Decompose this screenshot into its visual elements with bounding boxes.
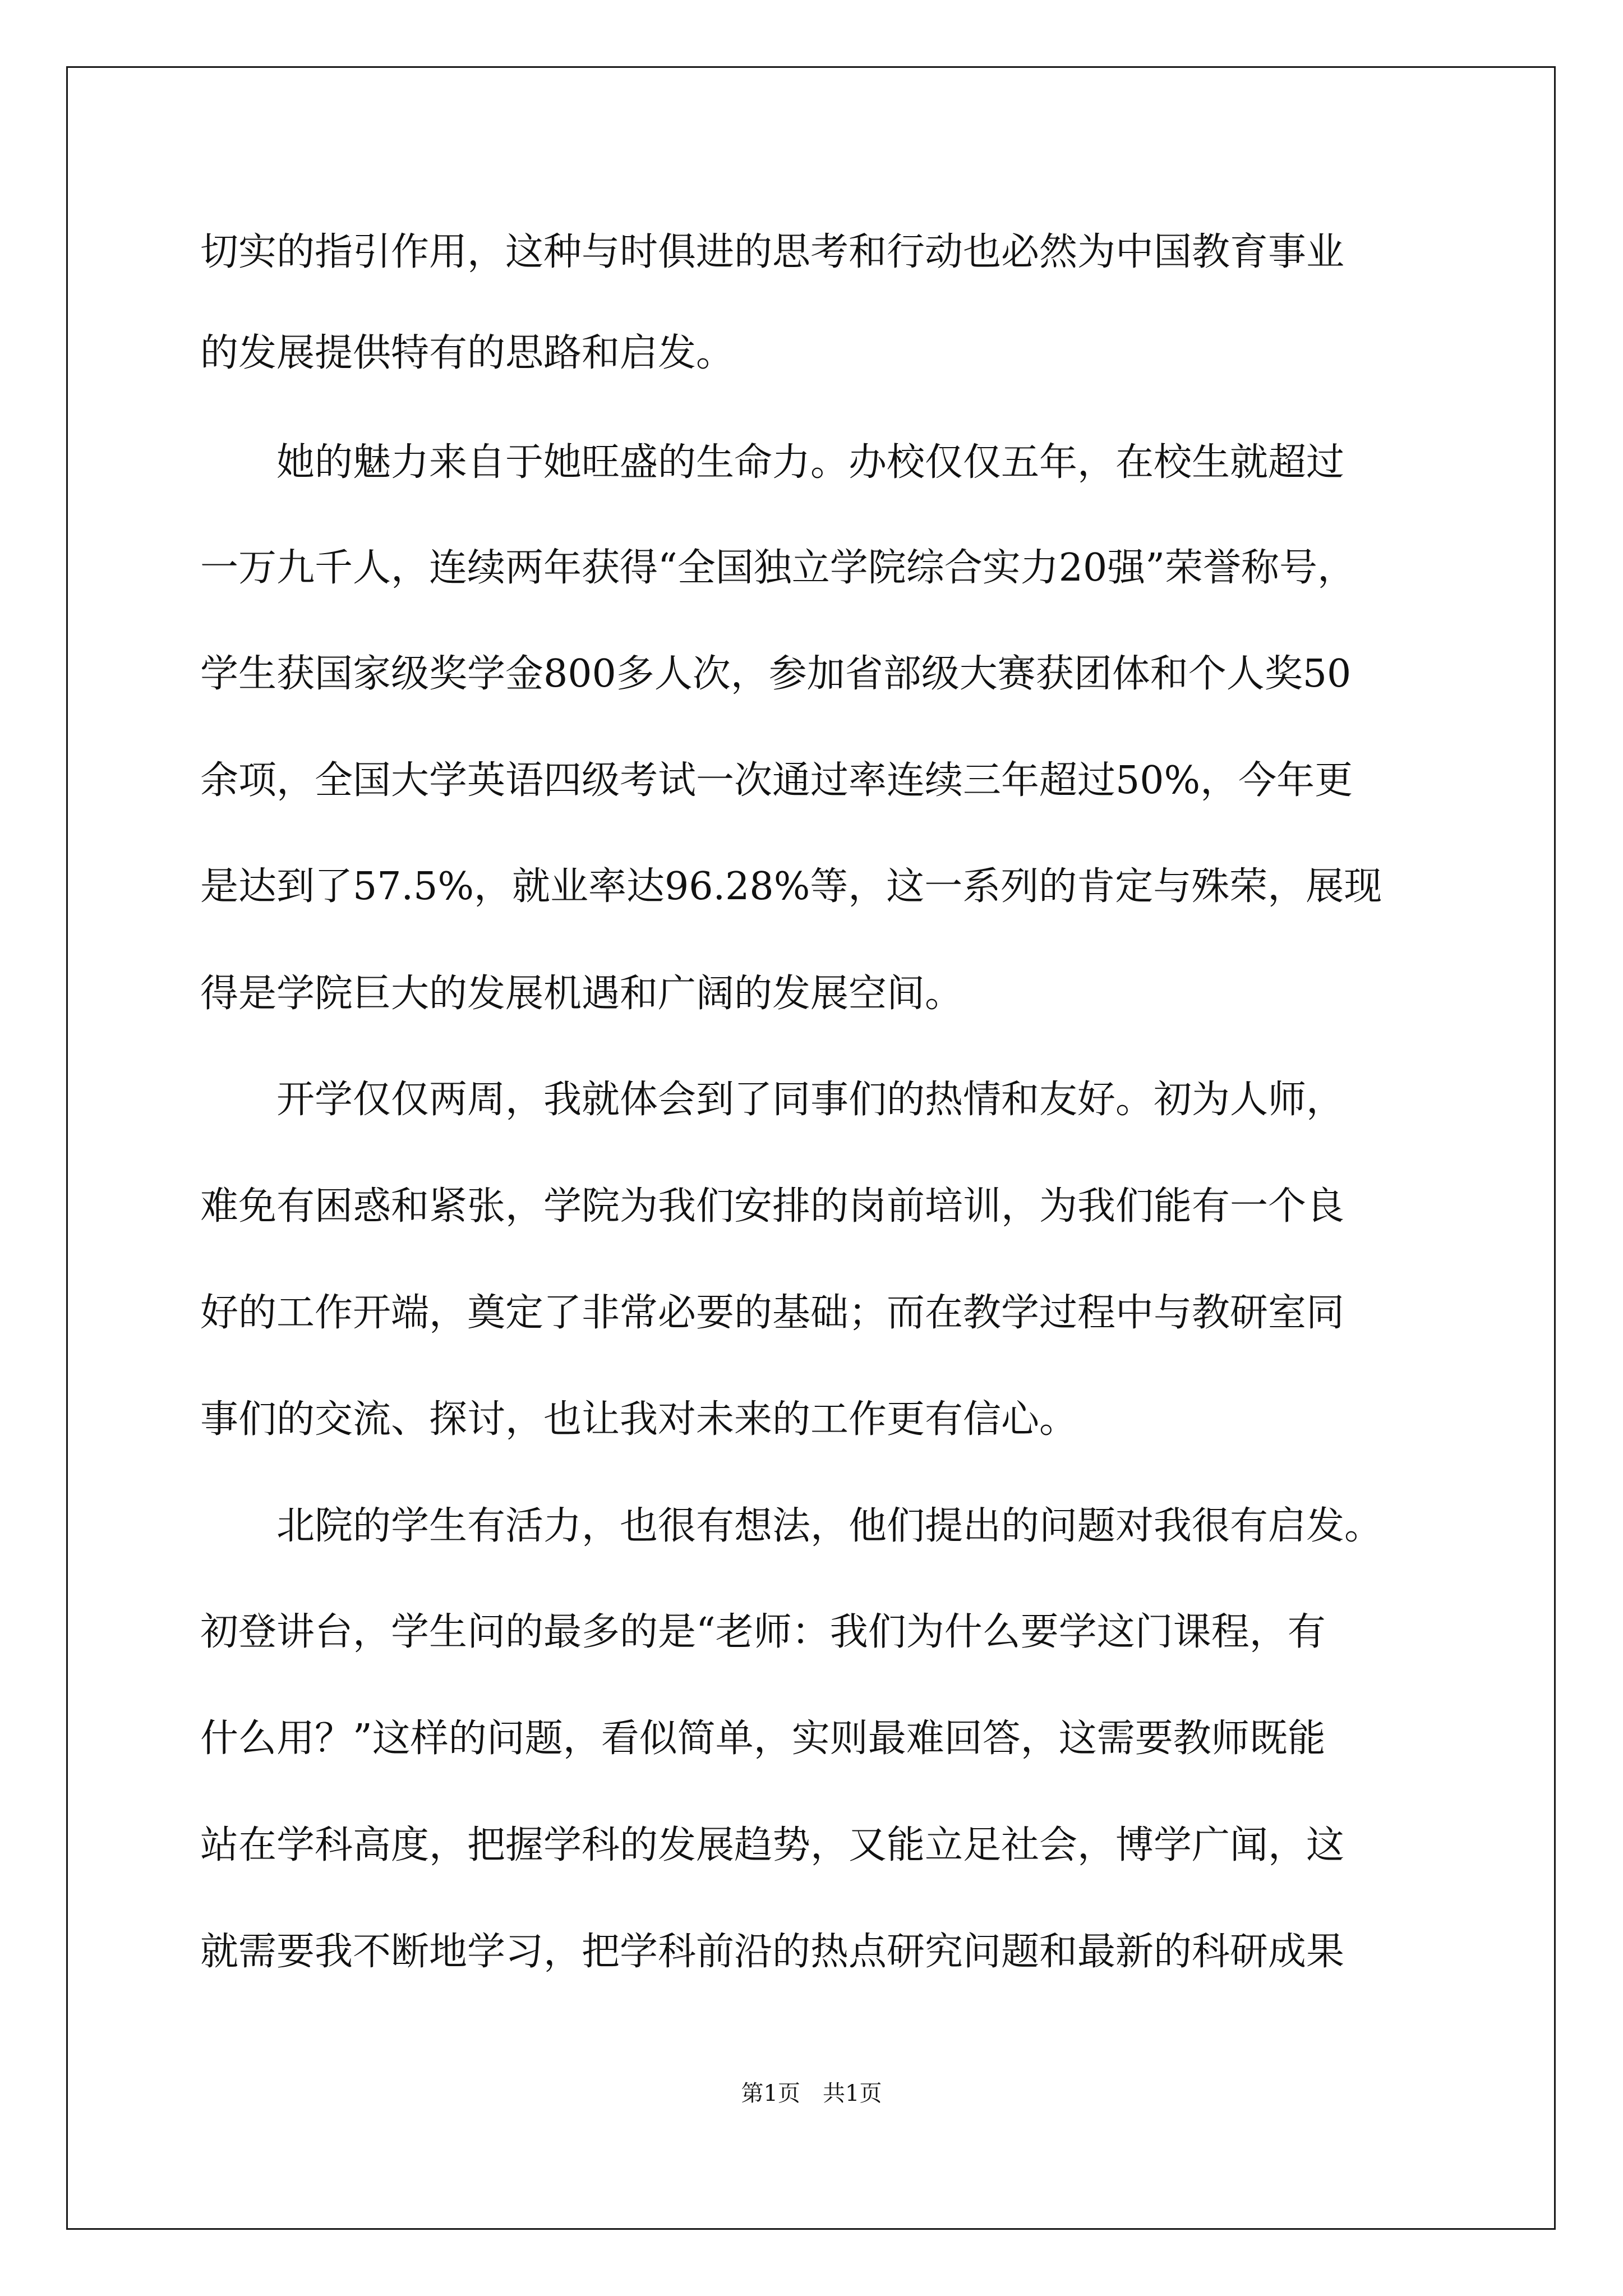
body-line-17: 就需要我不断地学习，把学科前沿的热点研究问题和最新的科研成果: [200, 1930, 1345, 1974]
body-line-6: 余项，全国大学英语四级考试一次通过率连续三年超过50%，今年更: [200, 758, 1353, 803]
body-line-14: 初登讲台，学生问的最多的是“老师：我们为什么要学这门课程，有: [200, 1610, 1326, 1654]
body-line-7: 是达到了57.5%，就业率达96.28%等，这一系列的肯定与殊荣，展现: [200, 864, 1382, 909]
body-line-4: 一万九千人，连续两年获得“全国独立学院综合实力20强”荣誉称号，: [200, 546, 1356, 590]
body-line-2: 的发展提供特有的思路和启发。: [200, 331, 735, 375]
page-border: [66, 66, 1556, 2230]
body-line-11: 好的工作开端，奠定了非常必要的基础；而在教学过程中与教研室同: [200, 1291, 1345, 1335]
body-line-1: 切实的指引作用，这种与时俱进的思考和行动也必然为中国教育事业: [200, 230, 1345, 274]
body-line-15: 什么用？”这样的问题，看似简单，实则最难回答，这需要教师既能: [200, 1717, 1326, 1761]
page-number-footer: 第1页 共1页: [741, 2081, 882, 2106]
body-line-13: 北院的学生有活力，也很有想法，他们提出的问题对我很有启发。: [200, 1504, 1383, 1548]
body-line-8: 得是学院巨大的发展机遇和广阔的发展空间。: [200, 972, 963, 1016]
body-line-10: 难免有困惑和紧张，学院为我们安排的岗前培训，为我们能有一个良: [200, 1184, 1345, 1228]
body-line-12: 事们的交流、探讨，也让我对未来的工作更有信心。: [200, 1397, 1078, 1442]
body-line-16: 站在学科高度，把握学科的发展趋势，又能立足社会，博学广闻，这: [200, 1823, 1345, 1867]
body-line-3: 她的魅力来自于她旺盛的生命力。办校仅仅五年，在校生就超过: [200, 440, 1345, 485]
body-line-9: 开学仅仅两周，我就体会到了同事们的热情和友好。初为人师，: [200, 1078, 1345, 1122]
body-line-5: 学生获国家级奖学金800多人次，参加省部级大赛获团体和个人奖50: [200, 652, 1352, 696]
